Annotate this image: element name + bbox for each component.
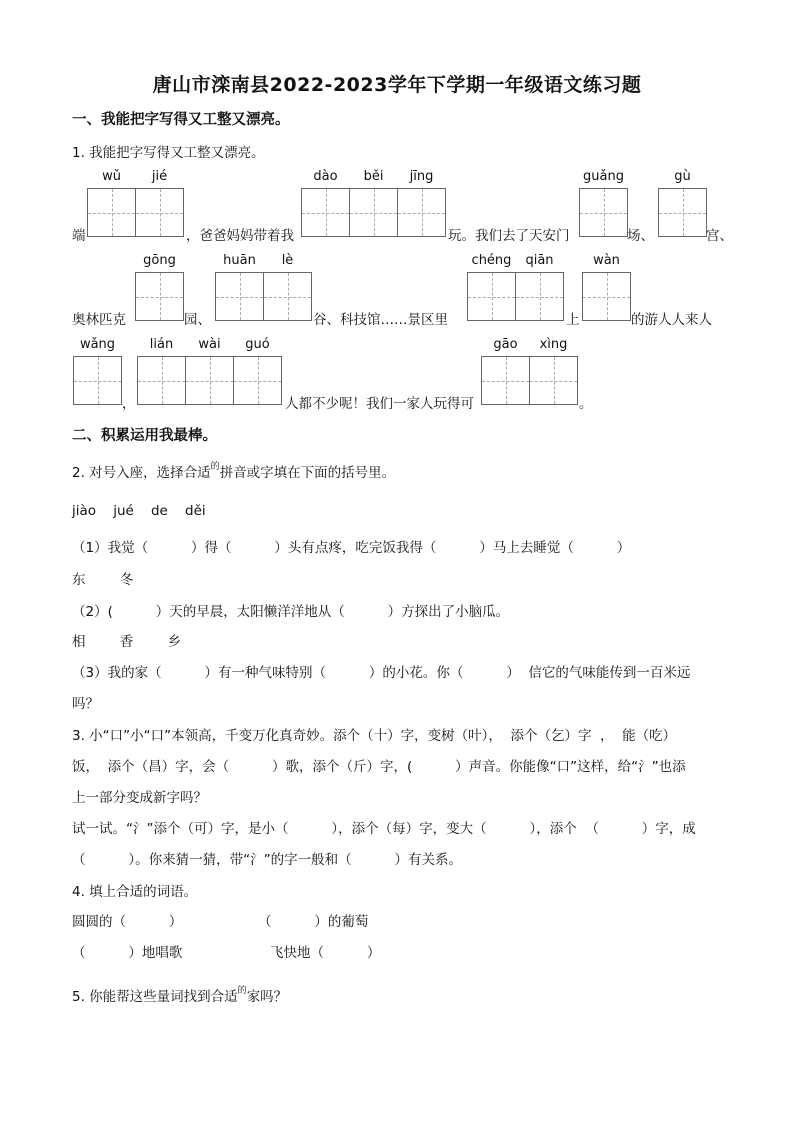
q3-line-1: 3. 小“口”小“口”本领高，千变万化真奇妙。添个（十）字，变树（叶）， 添个（乞）字 ， 能（吃） bbox=[72, 728, 677, 744]
row2-grid-2[interactable] bbox=[215, 253, 312, 321]
q3-line-4[interactable]: 试一试。“氵”添个（可）字，是小（ ），添个（每）字，变大（ ），添个 （ ）字，成 bbox=[72, 821, 696, 837]
question-1-prompt: 1. 我能把字写得又工整又漂亮。 bbox=[72, 145, 265, 161]
question-2-prompt-b: 拼音或字填在下面的括号里。 bbox=[219, 465, 396, 481]
pinyin-label: běi bbox=[363, 169, 384, 184]
q2-options-1: jiào jué de děi bbox=[72, 503, 206, 519]
pinyin-label: jīng bbox=[409, 169, 434, 184]
row2-text-4: 上 bbox=[566, 312, 580, 328]
row3-grid-2[interactable] bbox=[137, 337, 282, 405]
row3-text-2: 人都不少呢！我们一家人玩得可 bbox=[285, 396, 474, 412]
pinyin-label: qiān bbox=[525, 253, 554, 268]
pinyin-label: dào bbox=[313, 169, 338, 184]
row1-text-3: 玩。我们去了天安门 bbox=[448, 228, 570, 244]
row1-text-4: 场、 bbox=[627, 228, 654, 244]
row3-text-1: ， bbox=[122, 396, 136, 412]
q2-options-2: 东 冬 bbox=[72, 572, 134, 588]
q4-blank-2[interactable]: （ ）的葡萄 bbox=[258, 914, 369, 930]
row2-text-5: 的游人人来人 bbox=[631, 312, 712, 328]
pinyin-label: wàn bbox=[593, 253, 620, 268]
row1-grid-1[interactable] bbox=[87, 169, 184, 237]
q4-blank-1[interactable]: 圆圆的（ ） bbox=[72, 914, 183, 930]
row2-text-1: 奥林匹克 bbox=[72, 312, 126, 328]
row2-grid-4[interactable] bbox=[582, 253, 631, 321]
pinyin-label: gù bbox=[674, 169, 691, 184]
q3-line-5[interactable]: （ ）。你来猜一猜，带“氵”的字一般和（ ）有关系。 bbox=[72, 852, 463, 868]
row1-text-5: 宫、 bbox=[706, 228, 733, 244]
pinyin-label: guǎng bbox=[583, 169, 624, 184]
pinyin-label: chéng bbox=[471, 253, 512, 268]
section-2-heading: 二、积累运用我最棒。 bbox=[72, 428, 217, 444]
question-4-prompt: 4. 填上合适的词语。 bbox=[72, 884, 198, 900]
pinyin-label: lián bbox=[149, 337, 174, 352]
q2-line-2[interactable]: （2）( ）天的早晨，太阳懒洋洋地从（ ）方探出了小脑瓜。 bbox=[72, 604, 510, 620]
pinyin-label: gāo bbox=[493, 337, 518, 352]
row1-text-2: ，爸爸妈妈带着我 bbox=[186, 228, 294, 244]
q2-line-3[interactable]: （3）我的家（ ）有一种气味特别（ ）的小花。你（ ） 信它的气味能传到一百米远 bbox=[72, 665, 691, 681]
q2-line-3b: 吗？ bbox=[72, 696, 99, 712]
question-2-prompt-sup: 的 bbox=[210, 462, 220, 472]
question-2-prompt-a: 2. 对号入座，选择合适 bbox=[72, 465, 211, 481]
row1-text-1: 端 bbox=[72, 228, 86, 244]
q3-line-2[interactable]: 饭， 添个（昌）字，会（ ）歌，添个（斤）字，( ）声音。你能像“口”这样，给“氵”也添 bbox=[72, 759, 686, 775]
pinyin-label: xìng bbox=[539, 337, 568, 352]
row2-grid-1[interactable] bbox=[135, 253, 184, 321]
row2-grid-3[interactable] bbox=[467, 253, 564, 321]
section-1-heading: 一、我能把字写得又工整又漂亮。 bbox=[72, 112, 290, 128]
pinyin-label: jié bbox=[151, 169, 168, 184]
q2-options-3: 相 香 乡 bbox=[72, 634, 182, 650]
question-5-prompt-a: 5. 你能帮这些量词找到合适 bbox=[72, 989, 238, 1005]
pinyin-label: wǔ bbox=[102, 169, 121, 184]
q4-blank-3[interactable]: （ ）地唱歌 bbox=[72, 945, 183, 961]
question-2-prompt bbox=[72, 459, 395, 481]
pinyin-label: gōng bbox=[143, 253, 176, 268]
row1-grid-3[interactable] bbox=[579, 169, 628, 237]
q2-line-1[interactable]: （1）我觉（ ）得（ ）头有点疼，吃完饭我得（ ）马上去睡觉（ ） bbox=[72, 540, 631, 556]
q4-blank-4[interactable]: 飞快地（ ） bbox=[270, 945, 381, 961]
question-5-prompt-b: 家吗？ bbox=[246, 989, 288, 1005]
row1-grid-2[interactable] bbox=[301, 169, 446, 237]
row3-text-3: 。 bbox=[579, 396, 593, 412]
pinyin-label: wài bbox=[198, 337, 221, 352]
question-5-prompt-sup: 的 bbox=[237, 986, 247, 996]
row1-grid-4[interactable] bbox=[658, 169, 707, 237]
question-5-prompt bbox=[72, 983, 287, 1005]
pinyin-label: lè bbox=[281, 253, 294, 268]
row3-grid-1[interactable] bbox=[73, 337, 122, 405]
pinyin-label: huān bbox=[223, 253, 256, 268]
row2-text-2: 园、 bbox=[184, 312, 211, 328]
row3-grid-3[interactable] bbox=[481, 337, 578, 405]
row2-text-3: 谷、科技馆……景区里 bbox=[313, 312, 448, 328]
pinyin-label: guó bbox=[245, 337, 270, 352]
page-title: 唐山市滦南县2022-2023学年下学期一年级语文练习题 bbox=[152, 74, 642, 96]
pinyin-label: wǎng bbox=[79, 337, 116, 352]
q3-line-3: 上一部分变成新字吗？ bbox=[72, 790, 207, 806]
